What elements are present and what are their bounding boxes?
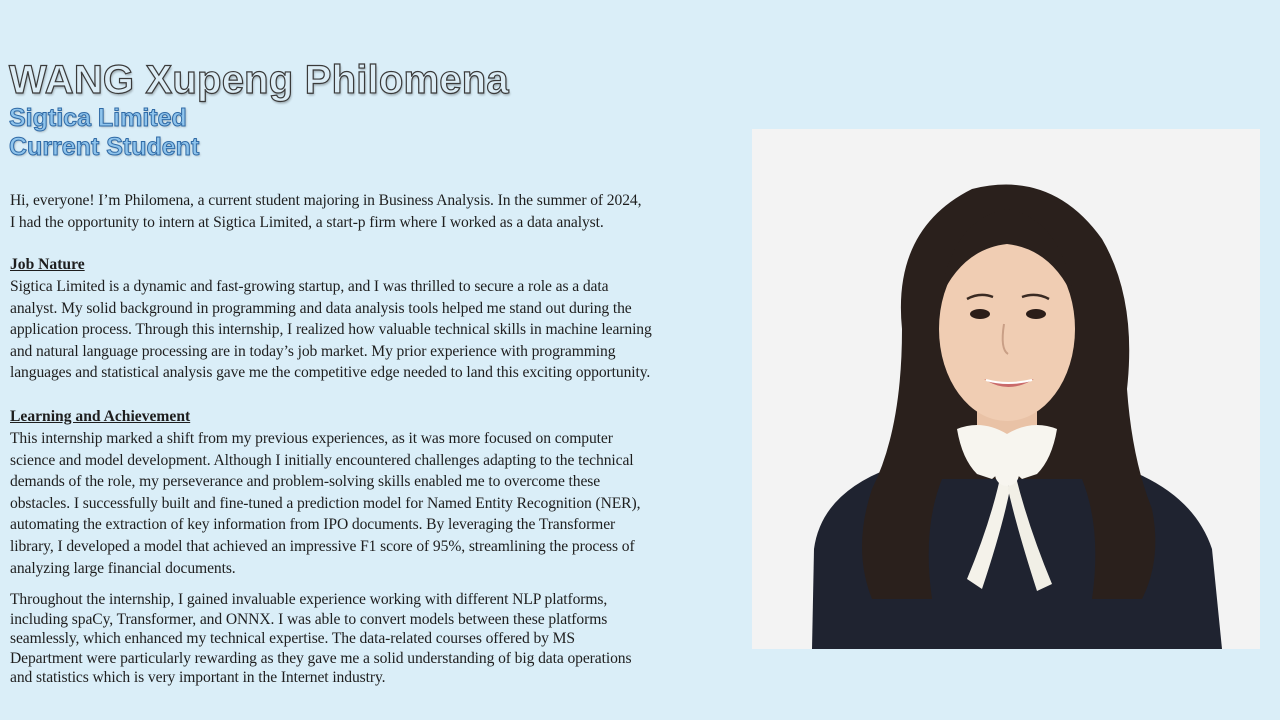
portrait-illustration [752,129,1260,649]
job-nature-line: and natural language processing are in today’s job market. My prior experience with programming [10,342,616,360]
learning-line: library, I developed a model that achieved an impressive F1 score of 95%, streamlining the process of [10,537,635,555]
learning-line: obstacles. I successfully built and fine-tuned a prediction model for Named Entity Recognition (NER), [10,494,641,512]
platforms-line: including spaCy, Transformer, and ONNX. I was able to convert models between these platforms [10,610,608,628]
platforms-line: Department were particularly rewarding as they gave me a solid understanding of big data operations [10,649,632,667]
intro-line: Hi, everyone! I’m Philomena, a current student majoring in Business Analysis. In the summer of 2024, [10,192,642,209]
student-name: WANG Xupeng Philomena [9,58,509,102]
platforms-line: seamlessly, which enhanced my technical expertise. The data-related courses offered by MS [10,630,575,648]
learning-line: demands of the role, my perseverance and problem-solving skills enabled me to overcome these [10,473,601,491]
job-nature-line: analyst. My solid background in programming and data analysis tools helped me stand out during the [10,299,632,317]
intro-paragraph [10,190,641,233]
learning-paragraph [10,428,640,579]
learning-line: automating the extraction of key information from IPO documents. By leveraging the Transformer [10,516,616,534]
intro-line: I had the opportunity to intern at Sigtica Limited, a start-p firm where I worked as a data analyst. [10,213,604,231]
platforms-line: and statistics which is very important in the Internet industry. [10,669,386,687]
learning-line: science and model development. Although I initially encountered challenges adapting to the technical [10,451,634,469]
job-nature-heading: Job Nature [10,256,85,273]
learning-line: analyzing large financial documents. [10,559,236,577]
student-role: Current Student [9,133,200,161]
platforms-paragraph [10,590,631,688]
job-nature-line: application process. Through this internship, I realized how valuable technical skills in machine learning [10,321,652,339]
learning-heading: Learning and Achievement [10,408,191,425]
profile-photo [752,129,1260,649]
platforms-line: Throughout the internship, I gained invaluable experience working with different NLP platforms, [10,591,608,608]
company-name: Sigtica Limited [9,104,187,132]
job-nature-line: Sigtica Limited is a dynamic and fast-growing startup, and I was thrilled to secure a role as a data [10,278,609,295]
job-nature-paragraph [10,276,652,384]
job-nature-line: languages and statistical analysis gave me the competitive edge needed to land this exciting opportunity. [10,364,651,382]
learning-line: This internship marked a shift from my previous experiences, as it was more focused on computer [10,430,613,447]
